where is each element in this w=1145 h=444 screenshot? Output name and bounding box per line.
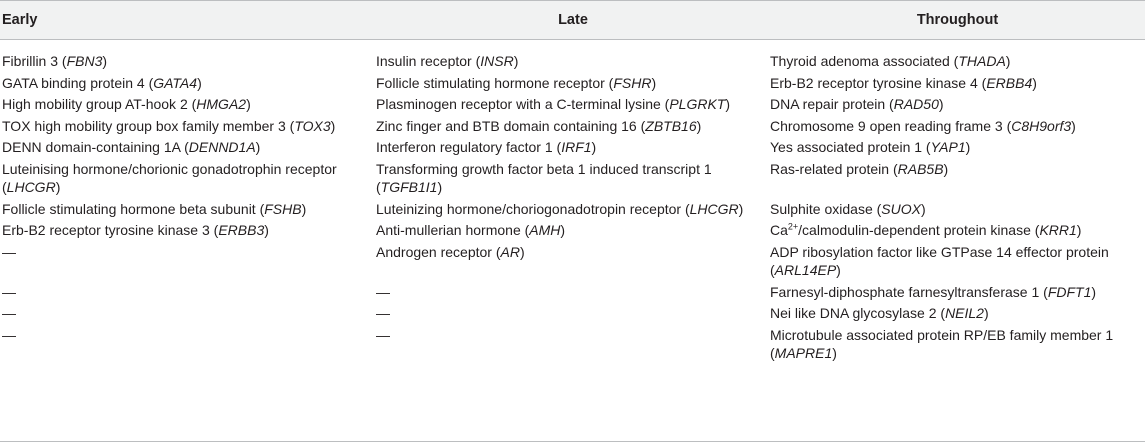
protein-name: Erb-B2 receptor tyrosine kinase 4 ( — [770, 74, 987, 91]
header-early: Early — [0, 1, 376, 40]
protein-name: Luteinizing hormone/choriogonadotropin receptor ( — [376, 200, 690, 217]
protein-name: Ras-related protein ( — [770, 160, 898, 177]
protein-name: Follicle stimulating hormone receptor ( — [376, 74, 614, 91]
header-spacer — [0, 40, 1145, 53]
cell-late — [376, 74, 770, 96]
gene-symbol: LHCGR — [689, 200, 739, 217]
protein-name: Plasminogen receptor with a C-terminal lysine ( — [376, 96, 670, 112]
gene-symbol: ERBB3 — [218, 222, 265, 238]
gene-symbol: RAB5B — [897, 160, 944, 177]
protein-name: Farnesyl-diphosphate farnesyltransferase 1 ( — [770, 283, 1048, 300]
superscript: 2+ — [787, 221, 799, 232]
gene-symbol: AR — [500, 243, 520, 260]
protein-name: Zinc finger and BTB domain containing 16 ( — [376, 117, 646, 134]
gene-symbol: ZBTB16 — [645, 117, 697, 134]
closing-paren: ) — [725, 96, 731, 112]
closing-paren: ) — [965, 139, 971, 155]
gene-symbol: THADA — [958, 53, 1006, 69]
closing-paren: ) — [246, 96, 251, 112]
closing-paren: ) — [836, 262, 841, 278]
empty-dash: — — [2, 283, 16, 300]
gene-symbol: AMH — [529, 222, 561, 238]
cell-late — [376, 243, 770, 283]
cell-early — [0, 117, 376, 139]
closing-paren: ) — [264, 222, 269, 238]
gene-symbol: C8H9orf3 — [1011, 117, 1072, 134]
gene-symbol: TOX3 — [294, 117, 331, 134]
closing-paren: ) — [920, 200, 926, 217]
closing-paren: ) — [738, 200, 744, 217]
table-row — [0, 95, 1145, 117]
protein-name: GATA binding protein 4 ( — [2, 74, 154, 91]
protein-name: Follicle stimulating hormone beta subunit ( — [2, 200, 265, 217]
gene-symbol: ERBB4 — [986, 74, 1033, 91]
protein-name: Fibrillin 3 ( — [2, 53, 67, 69]
table-row — [0, 52, 1145, 74]
cell-throughout — [770, 95, 1145, 117]
protein-name: DENN domain-containing 1A ( — [2, 139, 189, 155]
cell-throughout — [770, 117, 1145, 139]
cell-late — [376, 160, 770, 200]
table-row — [0, 138, 1145, 160]
gene-symbol: TGFB1I1 — [380, 179, 438, 195]
empty-dash: — — [376, 326, 390, 343]
cell-throughout — [770, 243, 1145, 283]
closing-paren: ) — [197, 74, 202, 91]
table-row — [0, 243, 1145, 283]
protein-name: High mobility group AT-hook 2 ( — [2, 96, 197, 112]
closing-paren: ) — [591, 139, 597, 155]
cell-throughout — [770, 283, 1145, 305]
closing-paren: ) — [651, 74, 657, 91]
closing-paren: ) — [983, 305, 989, 321]
cell-late — [376, 95, 770, 117]
closing-paren: ) — [437, 179, 443, 195]
table-header — [0, 1, 1145, 40]
cell-early — [0, 138, 376, 160]
empty-dash: — — [2, 243, 16, 260]
gene-symbol: MAPRE1 — [774, 345, 833, 361]
closing-paren: ) — [1076, 222, 1082, 238]
cell-throughout — [770, 160, 1145, 200]
cell-throughout — [770, 200, 1145, 222]
closing-paren: ) — [1071, 117, 1076, 134]
cell-early — [0, 52, 376, 74]
gene-symbol: GATA4 — [153, 74, 198, 91]
cell-early — [0, 74, 376, 96]
cell-late — [376, 221, 770, 243]
cell-early — [0, 243, 376, 283]
cell-early — [0, 200, 376, 222]
protein-name: Microtubule associated protein RP/EB family member 1 ( — [770, 326, 1114, 361]
table-body — [0, 40, 1145, 366]
cell-throughout — [770, 74, 1145, 96]
cell-early — [0, 326, 376, 366]
table-row — [0, 221, 1145, 243]
closing-paren: ) — [943, 160, 949, 177]
cell-late — [376, 117, 770, 139]
gene-symbol: LHCGR — [6, 179, 56, 195]
protein-name: ADP ribosylation factor like GTPase 14 effector protein ( — [770, 243, 1109, 278]
gene-symbol: HMGA2 — [196, 96, 247, 112]
empty-dash: — — [2, 326, 16, 343]
cell-early — [0, 160, 376, 200]
protein-name: Erb-B2 receptor tyrosine kinase 3 ( — [2, 222, 219, 238]
table-row — [0, 326, 1145, 366]
gene-symbol: KRR1 — [1039, 222, 1077, 238]
cell-late — [376, 304, 770, 326]
protein-name: DNA repair protein ( — [770, 96, 894, 112]
gene-symbol: ARL14EP — [774, 262, 837, 278]
closing-paren: ) — [560, 222, 566, 238]
cell-late — [376, 326, 770, 366]
table-row — [0, 160, 1145, 200]
gene-symbol: DENND1A — [188, 139, 256, 155]
cell-throughout — [770, 52, 1145, 74]
cell-early — [0, 304, 376, 326]
table-row — [0, 283, 1145, 305]
gene-symbol: IRF1 — [561, 139, 592, 155]
cell-throughout — [770, 326, 1145, 366]
gene-symbol: RAD50 — [893, 96, 939, 112]
closing-paren: ) — [938, 96, 944, 112]
header-row — [0, 1, 1145, 40]
protein-name: Anti-mullerian hormone ( — [376, 222, 530, 238]
table-row — [0, 74, 1145, 96]
closing-paren: ) — [513, 53, 519, 69]
protein-name: Luteinising hormone/chorionic gonadotrophin receptor ( — [2, 160, 337, 195]
closing-paren: ) — [255, 139, 261, 155]
cell-throughout — [770, 304, 1145, 326]
closing-paren: ) — [1005, 53, 1011, 69]
protein-name: /calmodulin-dependent protein kinase ( — [798, 222, 1040, 238]
gene-symbol: FDFT1 — [1047, 283, 1092, 300]
cell-early — [0, 95, 376, 117]
protein-name: Nei like DNA glycosylase 2 ( — [770, 305, 946, 321]
closing-paren: ) — [330, 117, 336, 134]
closing-paren: ) — [102, 53, 108, 69]
gene-symbol: YAP1 — [930, 139, 966, 155]
protein-name: Androgen receptor ( — [376, 243, 501, 260]
closing-paren: ) — [55, 179, 61, 195]
protein-name: Chromosome 9 open reading frame 3 ( — [770, 117, 1012, 134]
cell-early — [0, 283, 376, 305]
header-throughout: Throughout — [770, 1, 1145, 40]
protein-name: Insulin receptor ( — [376, 53, 481, 69]
cell-late — [376, 283, 770, 305]
protein-name: Sulphite oxidase ( — [770, 200, 882, 217]
empty-dash: — — [2, 305, 16, 321]
protein-name: Yes associated protein 1 ( — [770, 139, 931, 155]
protein-name: TOX high mobility group box family member 3 ( — [2, 117, 295, 134]
cell-throughout — [770, 221, 1145, 243]
protein-name-prefix: Ca — [770, 222, 788, 238]
gene-symbol: PLGRKT — [669, 96, 726, 112]
empty-dash: — — [376, 283, 390, 300]
protein-name: Transforming growth factor beta 1 induced transcript 1 ( — [376, 160, 712, 195]
empty-dash: — — [376, 305, 390, 321]
gene-symbol: NEIL2 — [945, 305, 984, 321]
cell-late — [376, 200, 770, 222]
cell-late — [376, 52, 770, 74]
closing-paren: ) — [696, 117, 702, 134]
gene-symbol: INSR — [480, 53, 514, 69]
closing-paren: ) — [301, 200, 307, 217]
closing-paren: ) — [832, 345, 837, 361]
gene-symbol: FSHB — [264, 200, 302, 217]
bottom-rule — [0, 441, 1145, 442]
gene-symbol: FSHR — [613, 74, 652, 91]
closing-paren: ) — [1091, 283, 1097, 300]
closing-paren: ) — [1032, 74, 1037, 91]
closing-paren: ) — [519, 243, 525, 260]
header-late: Late — [376, 1, 770, 40]
gene-symbol: FBN3 — [66, 53, 103, 69]
table-row — [0, 200, 1145, 222]
protein-name: Interferon regulatory factor 1 ( — [376, 139, 562, 155]
cell-early — [0, 221, 376, 243]
table-row — [0, 304, 1145, 326]
table-row — [0, 117, 1145, 139]
cell-throughout — [770, 138, 1145, 160]
gene-symbol: SUOX — [881, 200, 921, 217]
cell-late — [376, 138, 770, 160]
protein-name: Thyroid adenoma associated ( — [770, 53, 959, 69]
